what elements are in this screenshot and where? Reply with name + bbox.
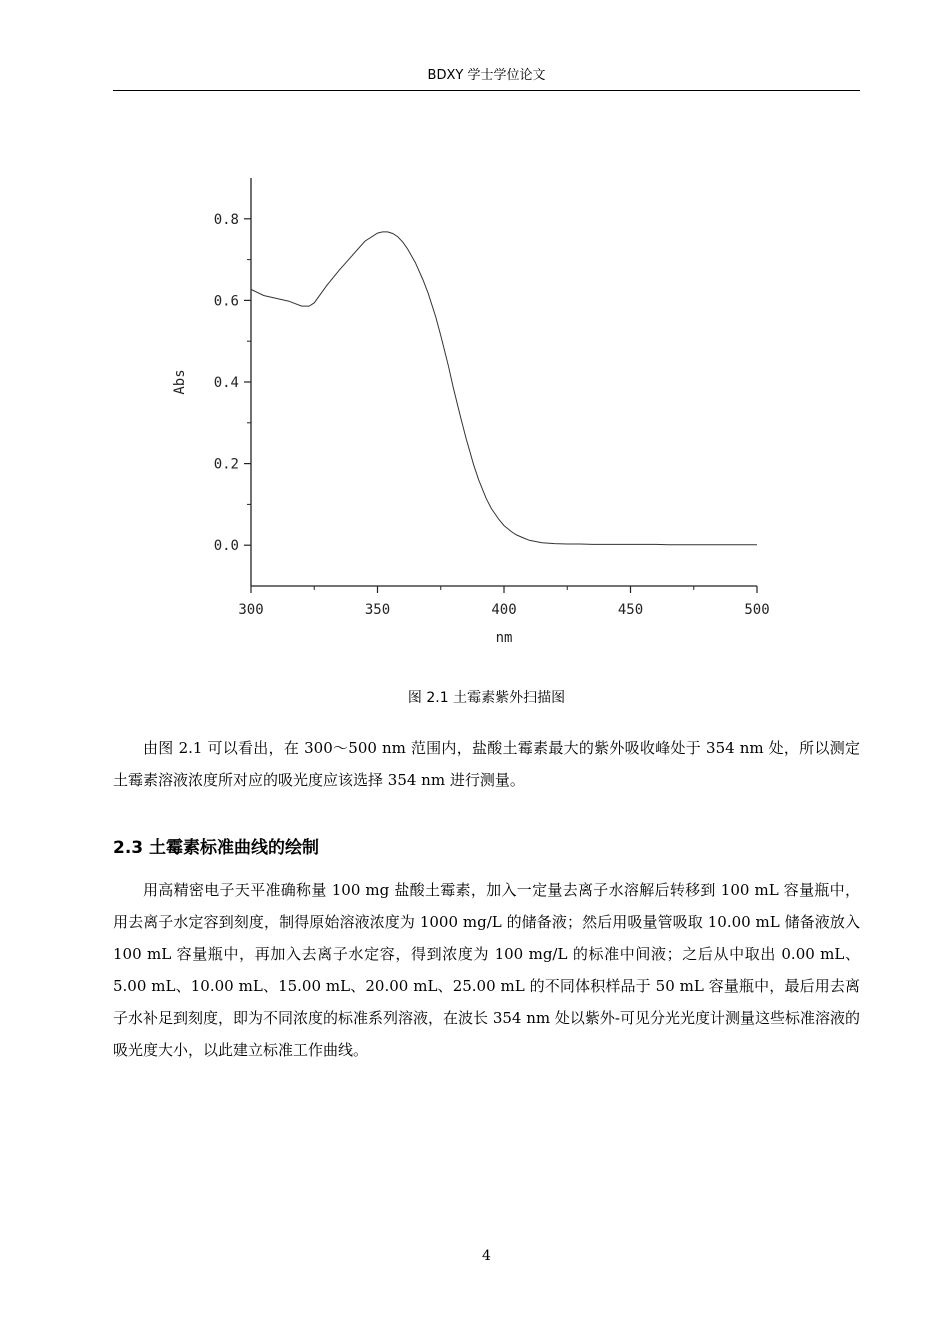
chart-tick-labels bbox=[214, 212, 770, 618]
body-paragraph-1: 由图 2.1 可以看出，在 300～500 nm 范围内，盐酸土霉素最大的紫外吸收峰处于 354 nm 处，所以测定土霉素溶液浓度所对应的吸光度应该选择 354 nm 进行测量。 bbox=[113, 739, 860, 789]
x-tick-label: 300 bbox=[238, 602, 264, 618]
chart-ticks bbox=[244, 219, 757, 593]
y-tick-label: 0.4 bbox=[213, 375, 239, 391]
y-axis-label: Abs bbox=[172, 369, 188, 395]
body-paragraph-2: 用高精密电子天平准确称量 100 mg 盐酸土霉素，加入一定量去离子水溶解后转移到 100 mL 容量瓶中，用去离子水定容到刻度，制得原始溶液浓度为 1000 mg/L 的储备液；然后用吸量管吸取 10.00 mL 储备液放入 100 mL 容量瓶中，再加入去离子水定容，得到浓度为 100 mg/L 的标准中间液；之后从中取出 0.00 mL、5.00 mL、10.00 mL、15.00 mL、20.00 mL、25.00 mL 的不同体积样品于 50 mL 容量瓶中，最后用去离子水补足到刻度，即为不同浓度的标准系列溶液，在波长 354 nm 处以紫外-可见分光光度计测量这些标准溶液的吸光度大小，以此建立标准工作曲线。 bbox=[113, 881, 860, 1059]
y-tick-label: 0.8 bbox=[213, 211, 239, 228]
x-tick-label: 350 bbox=[364, 602, 391, 618]
page-number: 4 bbox=[482, 1248, 491, 1264]
uv-spectrum-chart bbox=[160, 165, 780, 655]
figure-caption: 图 2.1 土霉素紫外扫描图 bbox=[407, 690, 566, 706]
y-tick-label: 0.0 bbox=[213, 538, 239, 555]
header-rule bbox=[113, 90, 860, 91]
x-axis-label: nm bbox=[495, 630, 513, 646]
y-tick-label: 0.2 bbox=[213, 456, 239, 473]
y-tick-label: 0.6 bbox=[213, 293, 239, 310]
x-tick-label: 500 bbox=[744, 602, 770, 618]
x-tick-label: 400 bbox=[491, 602, 517, 618]
x-tick-label: 450 bbox=[617, 602, 644, 618]
chart-axes bbox=[251, 178, 757, 586]
absorbance-series-line bbox=[251, 232, 757, 545]
running-header: BDXY 学士学位论文 bbox=[427, 68, 546, 83]
section-heading: 2.3 土霉素标准曲线的绘制 bbox=[113, 838, 320, 858]
